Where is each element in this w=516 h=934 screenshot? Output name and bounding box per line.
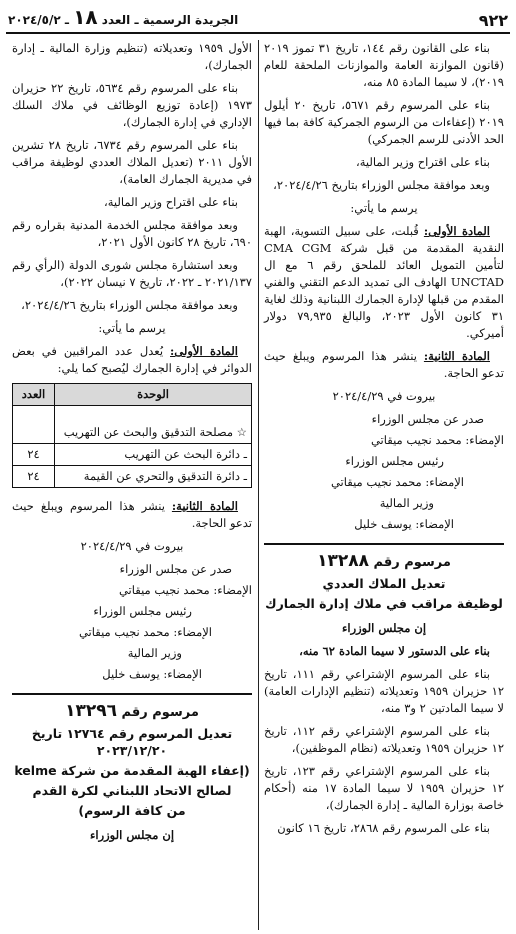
- issue-date: ـ ٢٠٢٤/٥/٢: [8, 13, 69, 27]
- paragraph: بناء على المرسوم رقم ٢٨٦٨، تاريخ ١٦ كانون: [277, 821, 490, 835]
- issued-by: صدر عن مجلس الوزراء: [119, 562, 232, 576]
- column-header-count: العدد: [13, 384, 55, 406]
- signatory-title: رئيس مجلس الوزراء: [93, 604, 192, 618]
- article-2: [12, 498, 252, 532]
- paragraph: بناء على القانون رقم ١٤٤، تاريخ ٣١ تموز ٢٠١٩ (قانون الموازنة العامة والموازنات الملحقة للعام ٢٠١٩)، لا سيما المادة ٨٥ منه،: [264, 41, 504, 89]
- table-row: [13, 466, 252, 488]
- gazette-issue-line: [8, 5, 239, 29]
- paragraph: بناء على اقتراح وزير المالية،: [104, 195, 238, 209]
- section-divider: [264, 543, 504, 545]
- paragraph: بناء على المرسوم رقم ٥٦٧١، تاريخ ٢٠ أيلول ٢٠١٩ (إعفاءات من الرسوم الجمركية كافة بما فيها الحد الأدنى للرسم الجمركي): [264, 98, 504, 146]
- issue-number: ١٨: [73, 5, 98, 29]
- decree-label: مرسوم رقم: [373, 555, 451, 570]
- date-line: بيروت في ٢٠٢٤/٤/٢٩: [332, 389, 436, 403]
- issued-by: صدر عن مجلس الوزراء: [371, 412, 484, 426]
- decree-subtitle: لصالح الاتحاد اللبناني لكرة القدم: [32, 783, 232, 798]
- article-1: [264, 223, 504, 342]
- article-text: يُعدل عدد المراقبين في بعض الدوائر في إدارة الجمارك ليُصبح كما يلي:: [12, 344, 252, 375]
- page-header: [6, 6, 510, 34]
- paragraph: بناء على المرسوم الإشتراعي رقم ١٢٣، تاريخ ١٢ حزيران ١٩٥٩ لا سيما المادة ١٧ منه (أحكام خاصة بوزارة المالية ـ إدارة الجمارك)،: [264, 764, 505, 812]
- paragraph: وبعد موافقة مجلس الوزراء بتاريخ ٢٠٢٤/٤/٢٦،: [273, 178, 490, 192]
- table-cell-unit: ☆ مصلحة التدقيق والبحث عن التهريب: [55, 406, 252, 444]
- decree-subtitle: من كافة الرسوم): [78, 803, 186, 818]
- paragraph: بناء على المرسوم الإشتراعي رقم ١١٢، تاريخ ١٢ حزيران ١٩٥٩ وتعديلاته (نظام الموظفين)،: [264, 724, 504, 755]
- table-cell-count: ٢٤: [13, 444, 55, 466]
- article-text: قُبلت، على سبيل التسوية، الهبة النقدية المقدمة من قبل شركة CMA CGM لتأمين التمويل العائد للملحق رقم ٦ مع ال UNCTAD الهادف الى تمديد الدعم التقني والفني المقدم من قبلها لإدارة الجمارك اللبنانية وذلك لغاية ٣١ كانون الأول ٢٠٢٣، والبالغ ٧٩,٩٣٥ دولار أميركي.: [264, 224, 505, 340]
- paragraph: وبعد موافقة مجلس الوزراء بتاريخ ٢٠٢٤/٤/٢٦،: [21, 298, 238, 312]
- paragraph: بناء على اقتراح وزير المالية،: [356, 155, 490, 169]
- table-row: [13, 444, 252, 466]
- decree-subtitle: (إعفاء الهبة المقدمة من شركة kelme: [14, 763, 250, 778]
- paragraph: بناء على المرسوم رقم ٥٦٣٤، تاريخ ٢٢ حزيران ١٩٧٣ (إعادة توزيع الوظائف في ملاك السلك الإداري في إدارة الجمارك)،: [12, 81, 252, 129]
- decree-number: ١٣٢٩٦: [65, 701, 118, 721]
- paragraph: وبعد موافقة مجلس الخدمة المدنية بقراره رقم ٦٩٠، تاريخ ٢٨ كانون الأول ٢٠٢١،: [12, 218, 252, 249]
- paragraph: بناء على المرسوم الإشتراعي رقم ١١١، تاريخ ١٢ حزيران ١٩٥٩ وتعديلاته (تنظيم الإدارات العامة) لا سيما المادتين ٢ و٣ منه،: [264, 667, 505, 715]
- article-text: ينشر هذا المرسوم ويبلغ حيث تدعو الحاجة.: [264, 349, 504, 380]
- article-1: [12, 343, 252, 377]
- gazette-name: الجريدة الرسمية ـ العدد: [101, 13, 239, 27]
- decree-heading: [264, 553, 504, 571]
- columns: [6, 40, 510, 930]
- signature: الإمضاء: محمد نجيب ميقاتي: [330, 475, 464, 489]
- council-line: إن مجلس الوزراء: [89, 828, 175, 842]
- decree-number: ١٣٢٨٨: [317, 551, 370, 571]
- paragraph: بناء على المرسوم رقم ٦٧٣٤، تاريخ ٢٨ تشرين الأول ٢٠١١ (تعديل الملاك العددي لوظيفة مراقب في مديرية الجمارك العامة)،: [12, 138, 252, 186]
- section-divider: [12, 693, 252, 695]
- left-column: [6, 40, 258, 930]
- observers-table: [12, 383, 252, 488]
- page-number: ٩٢٢: [478, 11, 508, 30]
- decree-title: تعديل الملاك العددي: [322, 576, 446, 591]
- signature: الإمضاء: محمد نجيب ميقاتي: [78, 625, 212, 639]
- table-cell-unit: ـ دائرة البحث عن التهريب: [55, 444, 252, 466]
- signature: الإمضاء: محمد نجيب ميقاتي: [370, 433, 504, 447]
- date-line: بيروت في ٢٠٢٤/٤/٢٩: [80, 539, 184, 553]
- table-cell-count: [13, 406, 55, 444]
- table-cell-unit: ـ دائرة التدقيق والتحري عن القيمة: [55, 466, 252, 488]
- decree-label: مرسوم رقم: [121, 705, 199, 720]
- paragraph: وبعد استشارة مجلس شورى الدولة (الرأي رقم ٢٠٢١/١٣٧ ـ ٢٠٢٢، تاريخ ٧ نيسان ٢٠٢٢)،: [12, 258, 252, 289]
- signatory-title: رئيس مجلس الوزراء: [345, 454, 444, 468]
- council-line: إن مجلس الوزراء: [341, 621, 427, 635]
- signatory-title: وزير المالية: [379, 496, 434, 510]
- signature: الإمضاء: محمد نجيب ميقاتي: [118, 583, 252, 597]
- table-header-row: [13, 384, 252, 406]
- paragraph: بناء على الدستور لا سيما المادة ٦٢ منه،: [299, 644, 490, 658]
- article-label: المادة الثانية:: [423, 349, 490, 363]
- right-column: [258, 40, 510, 930]
- signatory-title: وزير المالية: [127, 646, 182, 660]
- column-divider: [258, 40, 259, 930]
- table-cell-count: ٢٤: [13, 466, 55, 488]
- paragraph: الأول ١٩٥٩ وتعديلاته (تنظيم وزارة المالية ـ إدارة الجمارك)،: [12, 41, 252, 72]
- article-label: المادة الثانية:: [171, 499, 238, 513]
- decree-title: تعديل المرسوم رقم ١٢٧٦٤ تاريخ ٢٠٢٣/١٢/٢٠: [31, 726, 233, 758]
- table-row: [13, 406, 252, 444]
- signature: الإمضاء: يوسف خليل: [354, 517, 454, 531]
- decree-preamble-end: يرسم ما يأتي:: [98, 321, 166, 335]
- article-label: المادة الأولى:: [423, 224, 490, 238]
- article-text: ينشر هذا المرسوم ويبلغ حيث تدعو الحاجة.: [12, 499, 252, 530]
- article-label: المادة الأولى:: [170, 344, 239, 358]
- decree-preamble-end: يرسم ما يأتي:: [350, 201, 418, 215]
- signature: الإمضاء: يوسف خليل: [102, 667, 202, 681]
- decree-heading: [12, 703, 252, 721]
- article-2: [264, 348, 504, 382]
- column-header-unit: الوحدة: [55, 384, 252, 406]
- decree-subtitle: لوظيفة مراقب في ملاك إدارة الجمارك: [265, 596, 503, 611]
